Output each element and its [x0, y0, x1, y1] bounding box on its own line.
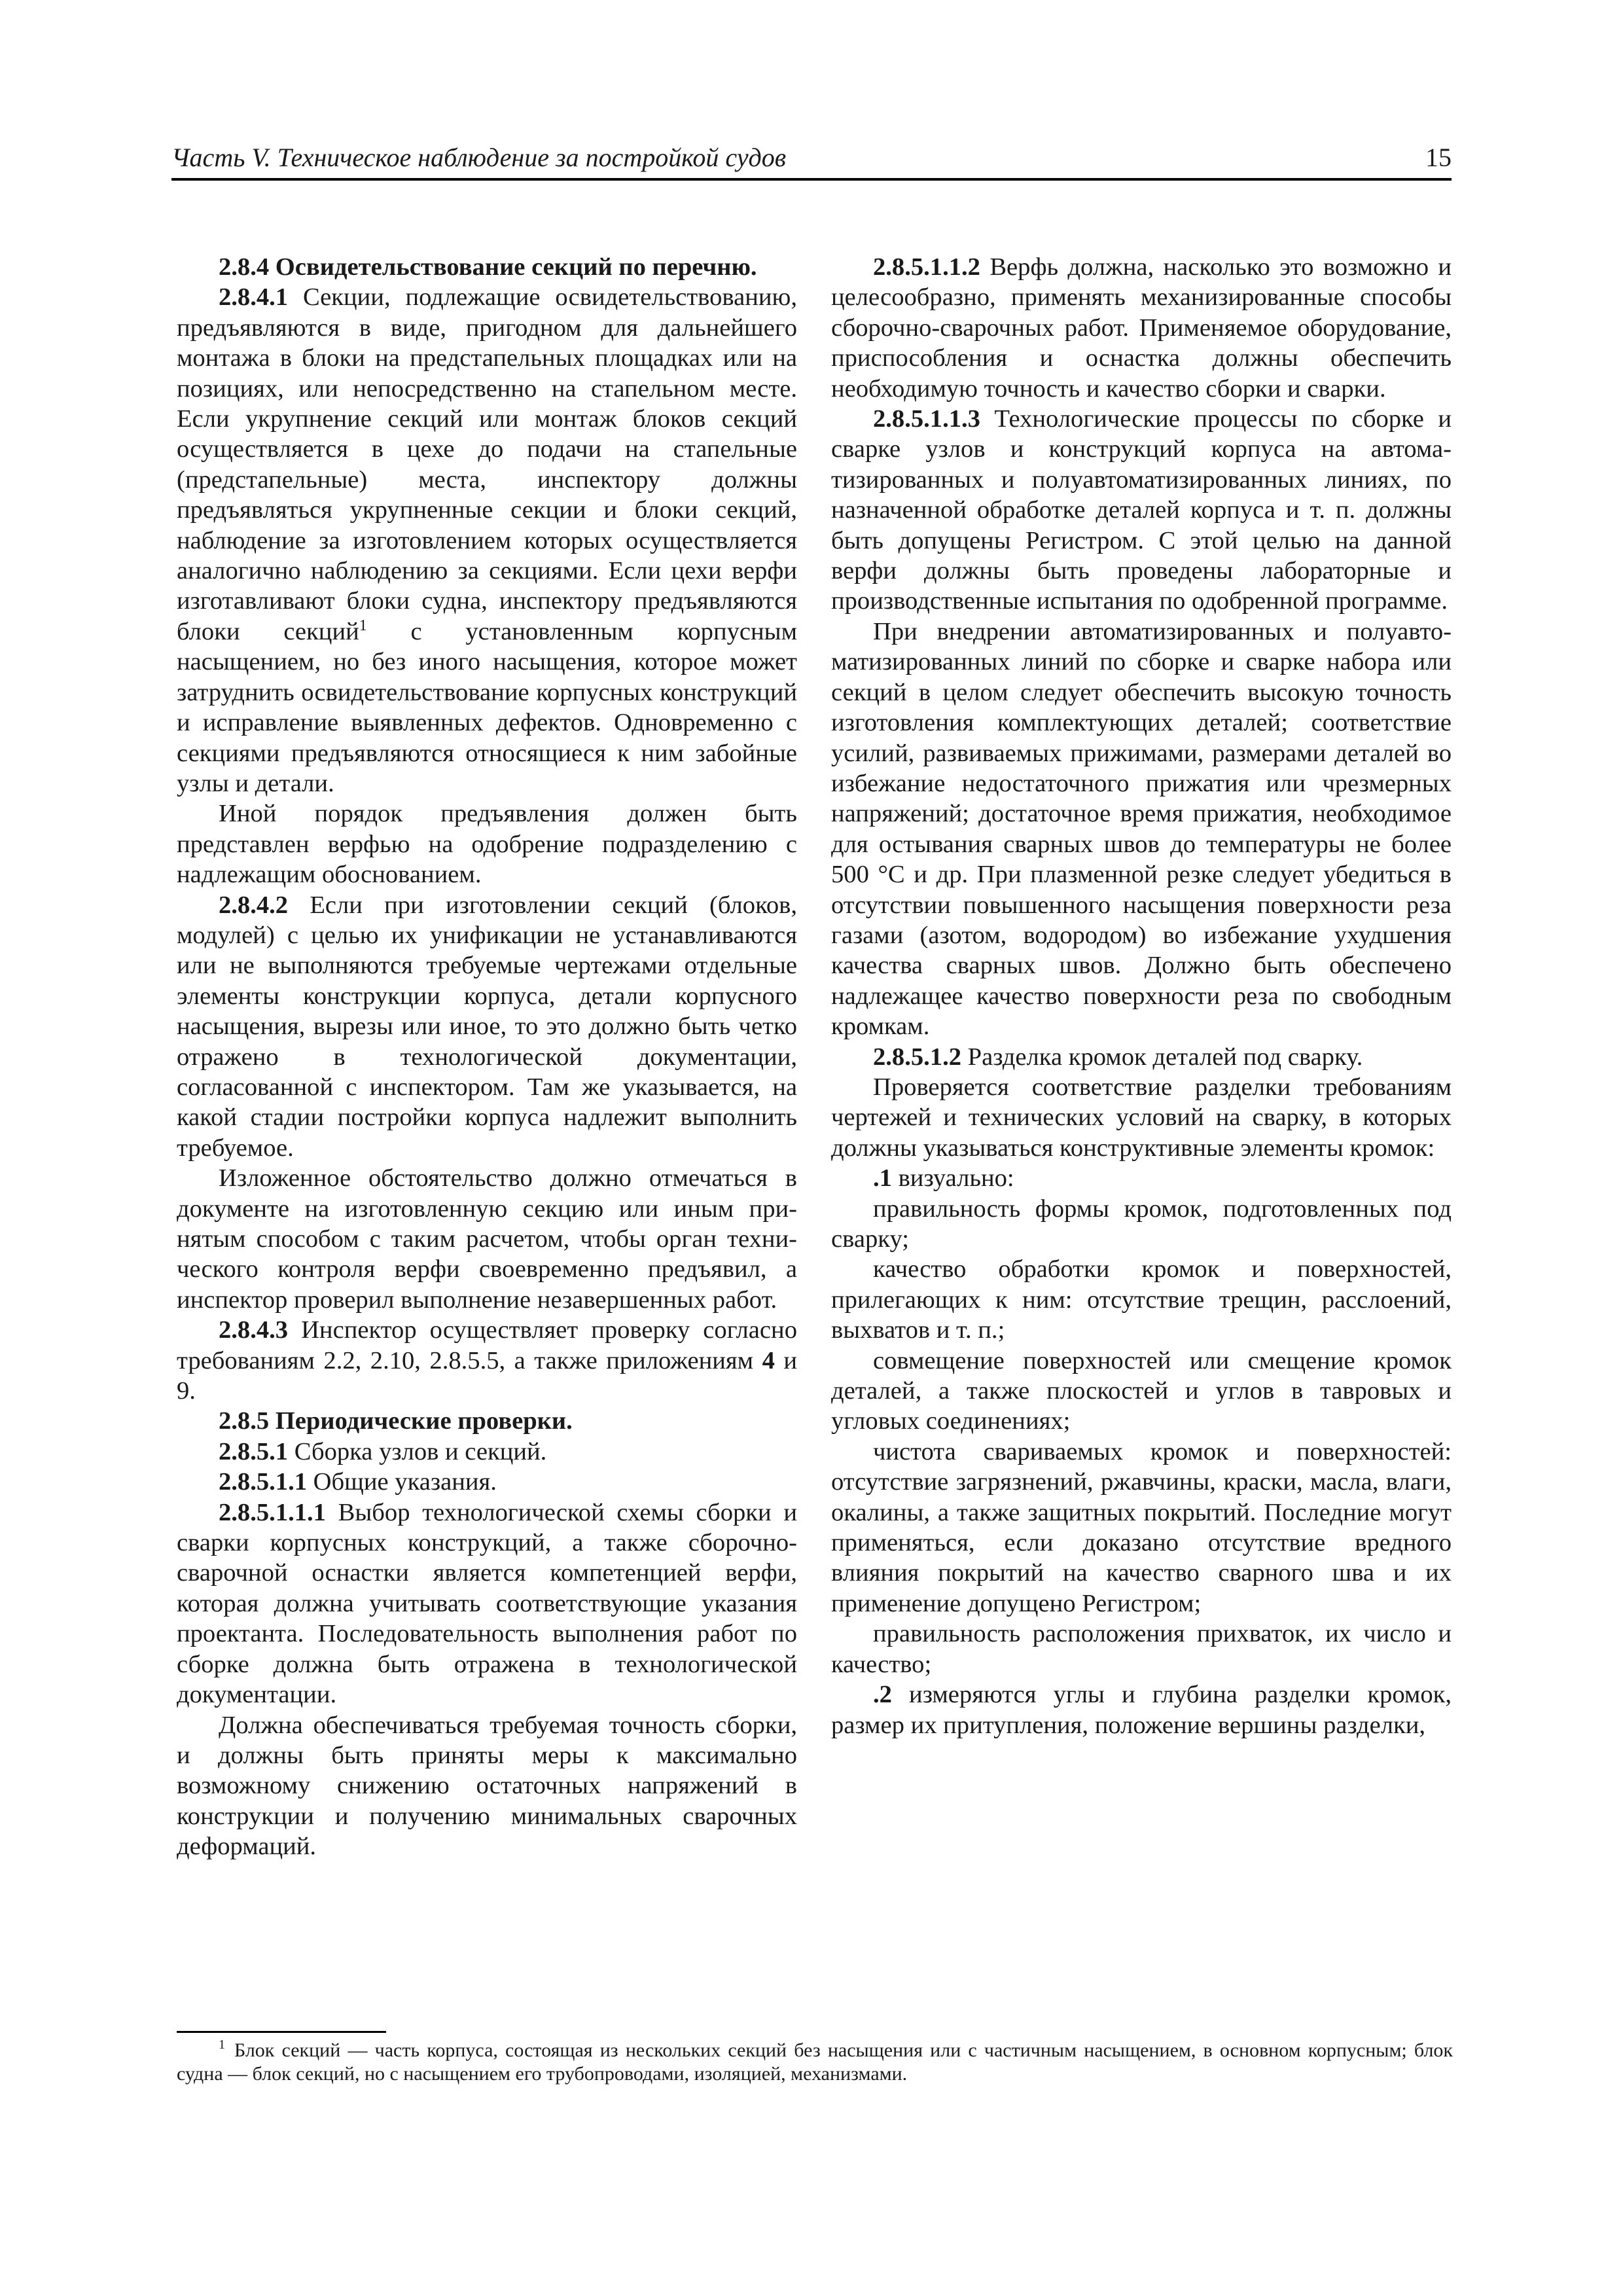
paragraph: [831, 1437, 1452, 1619]
clause-number: .2: [873, 1681, 892, 1709]
paragraph-text: визуально:: [891, 1164, 1014, 1193]
paragraph: [831, 1194, 1452, 1255]
paragraph-text: Изложенное обстоятельство должно отмечаться в документе на изготовленную секцию или иным принятым способом с таким расчетом, чтобы орган технического контроля верфи своевременно предъявил, а инспектор проверил выполнение незавершенных работ.: [177, 1164, 797, 1314]
running-header: [171, 139, 1452, 181]
footnote-reference: 1: [359, 617, 367, 634]
clause-number: 2.8.5.1: [219, 1437, 289, 1465]
paragraph-text: правильность формы кромок, подготовленных под сварку;: [831, 1194, 1452, 1253]
clause-number: 2.8.4.2: [219, 891, 289, 919]
paragraph-text: Проверяется соответствие разделки требованиям чертежей и технических условий на сварку, в которых должны указываться конструктивные элементы кромок:: [831, 1073, 1452, 1162]
paragraph: [177, 1163, 797, 1315]
paragraph: [177, 890, 797, 1164]
section-heading: 2.8.5 Периодические проверки.: [219, 1407, 573, 1435]
paragraph: [831, 617, 1452, 1042]
paragraph: [831, 404, 1452, 617]
paragraph-text: Технологические процессы по сборке и сварке узлов и конструкций корпуса на автоматизированных и полуавтоматизированных линиях, по назначенной обработке деталей корпуса и т. п. должны быть допущены Регистром. С этой целью на данной верфи должны быть проведены лабораторные и производственные испытания по одобренной программе.: [831, 405, 1452, 615]
clause-number: 2.8.5.1.1.3: [873, 405, 980, 433]
paragraph-text: правильность расположения прихваток, их число и качество;: [831, 1620, 1452, 1678]
paragraph-text: и 9.: [177, 1346, 797, 1405]
paragraph: [831, 1254, 1452, 1345]
paragraph-text: чистота свариваемых кромок и поверхностей: отсутствие загрязнений, ржавчины, краски, масла, влаги, окалины, а также защитных покрытий. Последние могут применяться, если доказано отсутствие вредного влияния покрытий на качество сварного шва и их применение допущено Регистром;: [831, 1437, 1452, 1617]
paragraph: [831, 1679, 1452, 1740]
paragraph-text: Если при изготовлении секций (блоков, модулей) с целью их унификации не устанавливаются или не выполняются требуемые чертежами отдельные элементы конструкции корпуса, детали корпусного насыщения, вырезы или иное, то это должно быть четко отражено в технологической документации, согласованной с инспектором. Там же указывается, на какой стадии постройки корпуса надлежит выполнить требуемое.: [177, 891, 797, 1162]
paragraph-text: Общие указания.: [307, 1468, 497, 1496]
paragraph: [177, 1315, 797, 1406]
clause-number: 2.8.5.1.1.2: [873, 253, 980, 281]
paragraph-text: Выбор технологической схемы сборки и сварки корпусных конструкций, а также сборочносварочной оснастки является компетенцией верфи, которая должна учитывать соответствующие указания проектанта. Последовательность выполнения работ по сборке должна быть отражена в технологической документации.: [177, 1498, 797, 1709]
paragraph-text: Разделка кромок деталей под сварку.: [961, 1043, 1363, 1071]
bold-reference: 4: [762, 1346, 775, 1374]
paragraph: [831, 1163, 1452, 1193]
clause-number: 2.8.5.1.1.1: [219, 1498, 326, 1526]
paragraph-text: совмещение поверхностей или смещение кромок деталей, а также плоскостей и углов в тавровых и угловых соединениях;: [831, 1346, 1452, 1435]
clause-number: 2.8.5.1.2: [873, 1043, 962, 1071]
paragraph-text: измеряются углы и глубина разделки кромок, размер их притупления, положение вершины разделки,: [831, 1681, 1452, 1739]
paragraph: [177, 252, 797, 282]
paragraph: [177, 1406, 797, 1436]
paragraph-text: качество обработки кромок и поверхностей, прилегающих к ним: отсутствие трещин, расслоений, выхватов и т. п.;: [831, 1255, 1452, 1344]
footnote-rule: [177, 2031, 386, 2033]
right-column: [831, 252, 1452, 1740]
paragraph: [177, 1467, 797, 1497]
clause-number: .1: [873, 1164, 892, 1193]
paragraph: [177, 1498, 797, 1710]
paragraph: [831, 1346, 1452, 1437]
clause-number: 2.8.4.3: [219, 1316, 289, 1344]
clause-number: 2.8.5.1.1: [219, 1468, 308, 1496]
paragraph-text: Инспектор осуществляет проверку согласно требованиям 2.2, 2.10, 2.8.5.5, а также приложениям: [177, 1316, 797, 1374]
paragraph-text: Иной порядок предъявления должен быть представлен верфью на одобрение подразделению с надлежащим обоснованием.: [177, 800, 797, 889]
paragraph: [177, 282, 797, 798]
header-title: Часть V. Техническое наблюдение за постройкой судов: [171, 143, 787, 172]
footnote: [177, 2039, 1453, 2086]
paragraph: [177, 1437, 797, 1467]
paragraph: [831, 1072, 1452, 1163]
paragraph: [831, 1042, 1452, 1072]
paragraph-text: Должна обеспечиваться требуемая точность сборки, и должны быть приняты меры к максимально возможному снижению остаточных напряжений в конструкции и получению минимальных сварочных деформаций.: [177, 1711, 797, 1861]
paragraph-text: Сборка узлов и секций.: [288, 1437, 547, 1465]
paragraph: [177, 798, 797, 889]
section-heading: 2.8.4 Освидетельствование секций по перечню.: [219, 253, 757, 281]
left-column: [177, 252, 797, 1862]
paragraph: [831, 252, 1452, 404]
footnote-paragraph: [177, 2039, 1453, 2086]
paragraph-text: Верфь должна, насколько это возможно и целесообразно, применять механизированные способы сборочно-сварочных работ. Применяемое оборудование, приспособления и оснастка должны обеспечить необходимую точность и качество сборки и сварки.: [831, 253, 1452, 403]
paragraph-text: При внедрении автоматизированных и полуавтоматизированных линий по сборке и сварке набора или секций в целом следует обеспечить высокую точность изготовления комплектующих деталей; соответствие усилий, развиваемых прижимами, размерами деталей во избежание недостаточного прижатия или чрезмерных напряжений; достаточное время прижатия, необходимое для остывания сварных швов до температуры не более 500 °С и др. При плазменной резке следует убедиться в отсутствии повышенного насыщения поверхности реза газами (азотом, водородом) во избежание ухудшения качества сварных швов. Должно быть обеспечено надлежащее качество поверхности реза по свободным кромкам.: [831, 617, 1452, 1041]
footnote-text: Блок секций — часть корпуса, состоящая из нескольких секций без насыщения или с частичным насыщением, в основном корпусным; блок судна — блок секций, но с насыщением его трубопроводами, изоляцией, механизмами.: [177, 2039, 1453, 2085]
clause-number: 2.8.4.1: [219, 283, 289, 312]
paragraph-text: с установленным корпусным насыщением, но без иного насыщения, которое может затруднить освидетельствование корпусных конструкций и исправление выявленных дефектов. Одновременно с секциями предъявляются относящиеся к ним забойные узлы и детали.: [177, 617, 797, 797]
paragraph: [177, 1710, 797, 1862]
page-number: 15: [1425, 143, 1452, 172]
footnote-mark: 1: [219, 2037, 225, 2052]
paragraph-text: Секции, подлежащие освидетельствованию, предъявляются в виде, пригодном для дальнейшего монтажа в блоки на предстапельных площадках или на позициях, или непосредственно на стапельном месте. Если укрупнение секций или монтаж блоков секций осуществляется в цехе до подачи на стапельные (предстапельные) места, инспектору должны предъявляться укрупненные секции и блоки секций, наблюдение за изготовлением которых осуществляется аналогично наблюдению за секциями. Если цехи верфи изготавливают блоки судна, инспектору предъявляются блоки секций: [177, 283, 797, 645]
paragraph: [831, 1619, 1452, 1679]
